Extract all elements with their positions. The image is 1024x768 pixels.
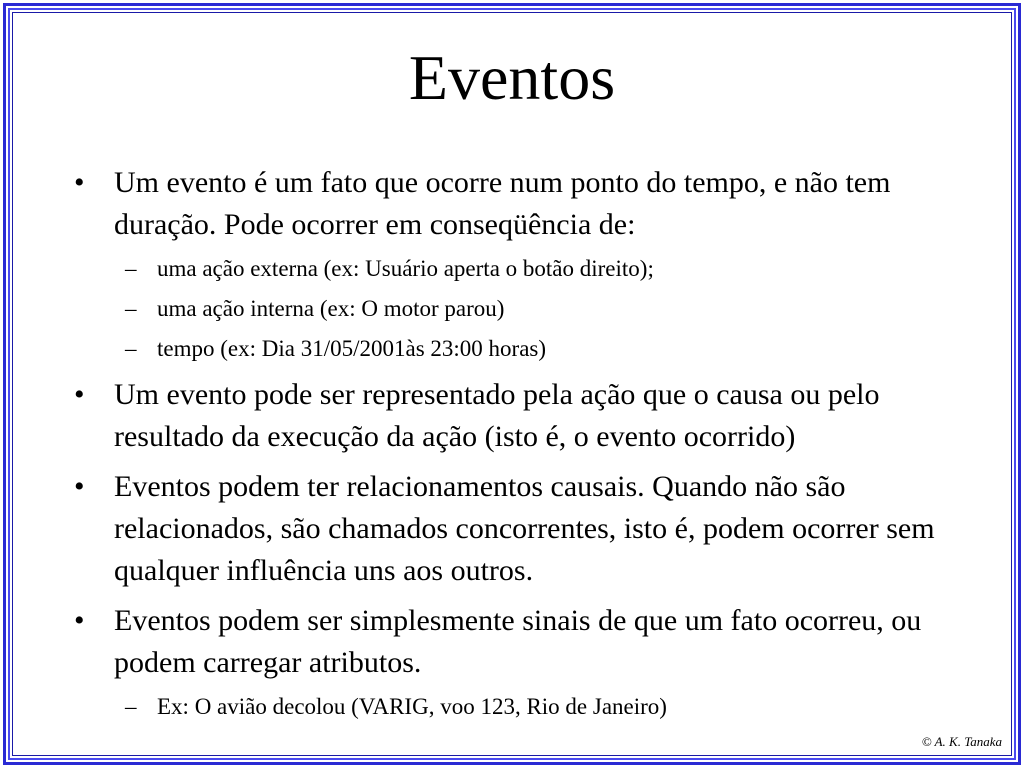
bullet-text: Eventos podem ter relacionamentos causais. Quando não são relacionados, são chamados concorrentes, isto é, podem ocorrer sem qualquer influência uns aos outros. [114,470,935,587]
sub-bullet-text: tempo (ex: Dia 31/05/2001às 23:00 horas) [157,336,547,361]
sub-bullet-item [72,692,972,722]
bullet-marker: • [74,604,85,637]
bullet-text: Um evento é um fato que ocorre num ponto do tempo, e não tem duração. Pode ocorrer em conseqüência de: [114,166,891,241]
sub-bullet-list [72,692,972,722]
slide-title: Eventos [408,42,616,113]
bullet-item [72,162,972,246]
bullet-marker: • [74,378,85,411]
copyright-notice: © A. K. Tanaka [921,734,1002,749]
bullet-item [72,374,972,458]
bullet-item [72,600,972,684]
sub-bullet-item [72,334,972,364]
bullet-item [72,466,972,592]
sub-bullet-list [72,254,972,364]
sub-bullet-item [72,254,972,284]
sub-bullet-text: Ex: O avião decolou (VARIG, voo 123, Rio de Janeiro) [157,694,667,719]
sub-bullet-marker: – [125,256,137,281]
sub-bullet-text: uma ação interna (ex: O motor parou) [157,296,505,321]
bullet-text: Eventos podem ser simplesmente sinais de que um fato ocorreu, ou podem carregar atributos. [114,604,922,679]
sub-bullet-item [72,294,972,324]
bullet-marker: • [74,166,85,199]
sub-bullet-text: uma ação externa (ex: Usuário aperta o botão direito); [157,256,654,281]
bullet-marker: • [74,470,85,503]
sub-bullet-marker: – [125,694,137,719]
sub-bullet-marker: – [125,336,137,361]
sub-bullet-marker: – [125,296,137,321]
slide-content [72,162,972,732]
bullet-text: Um evento pode ser representado pela ação que o causa ou pelo resultado da execução da ação (isto é, o evento ocorrido) [114,378,880,453]
